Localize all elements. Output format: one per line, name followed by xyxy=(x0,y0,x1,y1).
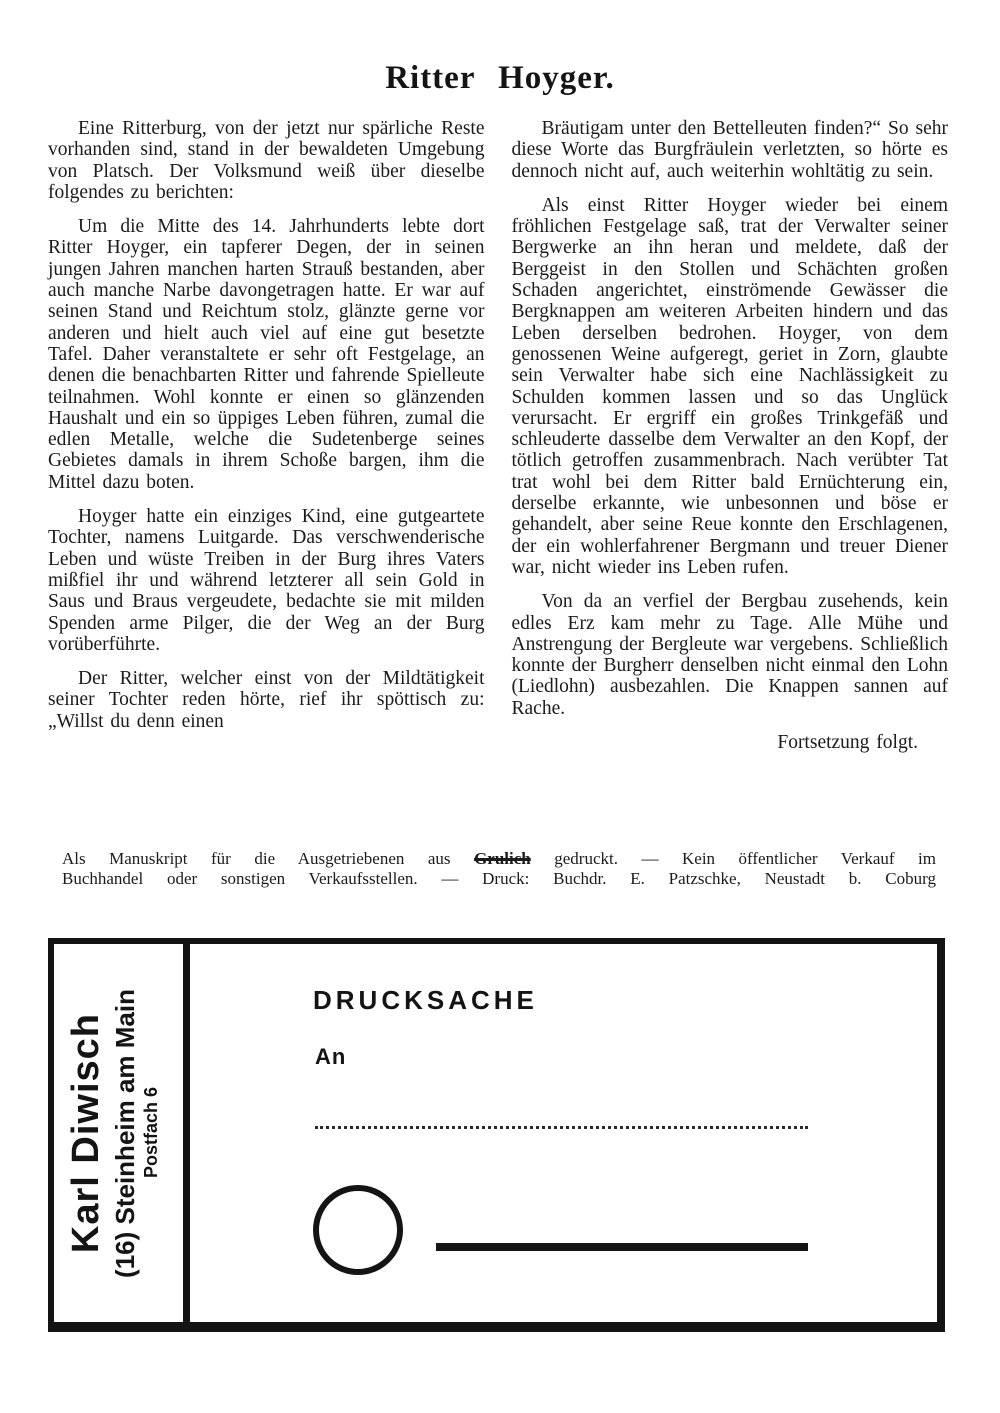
column-right xyxy=(512,118,949,766)
paragraph: Der Ritter, welcher einst von der Mildtätigkeit seiner Tochter reden hörte, rief ihr spöttisch zu: „Willst du denn einen xyxy=(48,668,485,732)
paragraph: Bräutigam unter den Bettelleuten finden?“ So sehr diese Worte das Burgfräulein verletzten, so hörte es dennoch nicht auf, auch weiterhin wohltätig zu sein. xyxy=(511,118,948,182)
paragraph: Um die Mitte des 14. Jahrhunderts lebte dort Ritter Hoyger, ein tapferer Degen, der in seinen jungen Jahren manchen harten Strauß bestanden, aber auch manche Narbe davongetragen hatte. Er war auf seinen Stand und Reichtum stolz, glänzte gerne vor anderen und hielt auch viel auf eine gut besetzte Tafel. Daher veranstaltete er sehr oft Festgelage, an denen die benachbarten Ritter und fahrende Spielleute teilnahmen. Wohl konnte er einen so glänzenden Haushalt und ein so üppiges Leben führen, zumal die edlen Metalle, welche die Sudetenberge seines Gebietes damals in ihrem Schoße bargen, ihm die Mittel dazu boten. xyxy=(48,216,485,493)
label-divider xyxy=(183,944,190,1322)
struck-place-name: Grulich xyxy=(474,849,531,868)
address-dotted-line xyxy=(315,1126,808,1129)
imprint-line1-text: Als Manuskript für die Ausgetriebenen aus xyxy=(62,849,475,868)
page-title: Ritter Hoyger. xyxy=(385,60,615,96)
sender-name: Karl Diwisch xyxy=(65,1012,107,1254)
addressee-prefix: An xyxy=(315,1044,347,1069)
continuation-note: Fortsetzung folgt. xyxy=(777,732,918,754)
mailing-label xyxy=(48,938,945,1332)
sender-pobox: Postfach 6 xyxy=(141,1087,162,1179)
imprint-line1-rest: gedruckt. — Kein öffentlicher Verkauf im xyxy=(530,849,936,868)
article-columns xyxy=(48,118,948,766)
sender-block xyxy=(54,944,195,1322)
imprint-note xyxy=(62,849,936,888)
imprint-line2-text: Buchhandel oder sonstigen Verkaufsstellen. — Druck: Buchdr. E. Patzschke, Neustadt b. Coburg xyxy=(62,868,936,888)
paragraph: Hoyger hatte ein einziges Kind, eine gutgeartete Tochter, namens Luitgarde. Das verschwenderische Leben und wüste Treiben in der Burg ihres Vaters mißfiel ihr und während letzterer all sein Gold in Saus und Braus vergeudete, bedachte sie mit milden Spenden arme Pilger, die der Weg an der Burg vorüberführte. xyxy=(48,506,485,655)
paragraph: Als einst Ritter Hoyger wieder bei einem fröhlichen Festgelage saß, trat der Verwalter seiner Bergwerke an ihn heran und meldete, daß der Berggeist in den Stollen und Schächten großen Schaden angerichtet, einströmende Gewässer die Bergknappen am weiteren Arbeiten hindern und das Leben derselben bedrohen. Hoyger, von dem genossenen Weine aufgeregt, geriet in Zorn, glaubte sein Verwalter habe sich eine Nachlässigkeit zu Schulden kommen lassen und so das Unglück verursacht. Er ergriff ein großes Trinkgefäß und schleuderte dasselbe dem Verwalter an den Kopf, der tötlich getroffen zusammenbrach. Nach verübter Tat trat wohl bei dem Ritter bald Ernüchterung ein, derselbe erkannte, wie unbesonnen und böse er gehandelt, aber seine Reue konnte den Erschlagenen, der ein wohlerfahrener Bergmann und treuer Diener war, nicht wieder ins Leben rufen. xyxy=(511,194,948,578)
address-block xyxy=(190,944,937,1322)
mail-class-heading: DRUCKSACHE xyxy=(313,985,538,1015)
sender-address: (16) Steinheim am Main xyxy=(109,988,140,1278)
postage-circle xyxy=(313,1185,403,1275)
paragraph: Von da an verfiel der Bergbau zusehends, kein edles Erz kam mehr zu Tage. Alle Mühe und Anstrengung der Bergleute war vergebens. Schließlich konnte der Burgherr denselben nicht einmal den Lohn (Liedlohn) ausbezahlen. Die Knappen sannen auf Rache. xyxy=(511,591,948,719)
column-left xyxy=(48,118,485,766)
address-solid-line xyxy=(436,1243,808,1251)
paragraph: Eine Ritterburg, von der jetzt nur spärliche Reste vorhanden sind, stand in der bewaldeten Umgebung von Platsch. Der Volksmund weiß über dieselbe folgendes zu berichten: xyxy=(48,118,485,203)
